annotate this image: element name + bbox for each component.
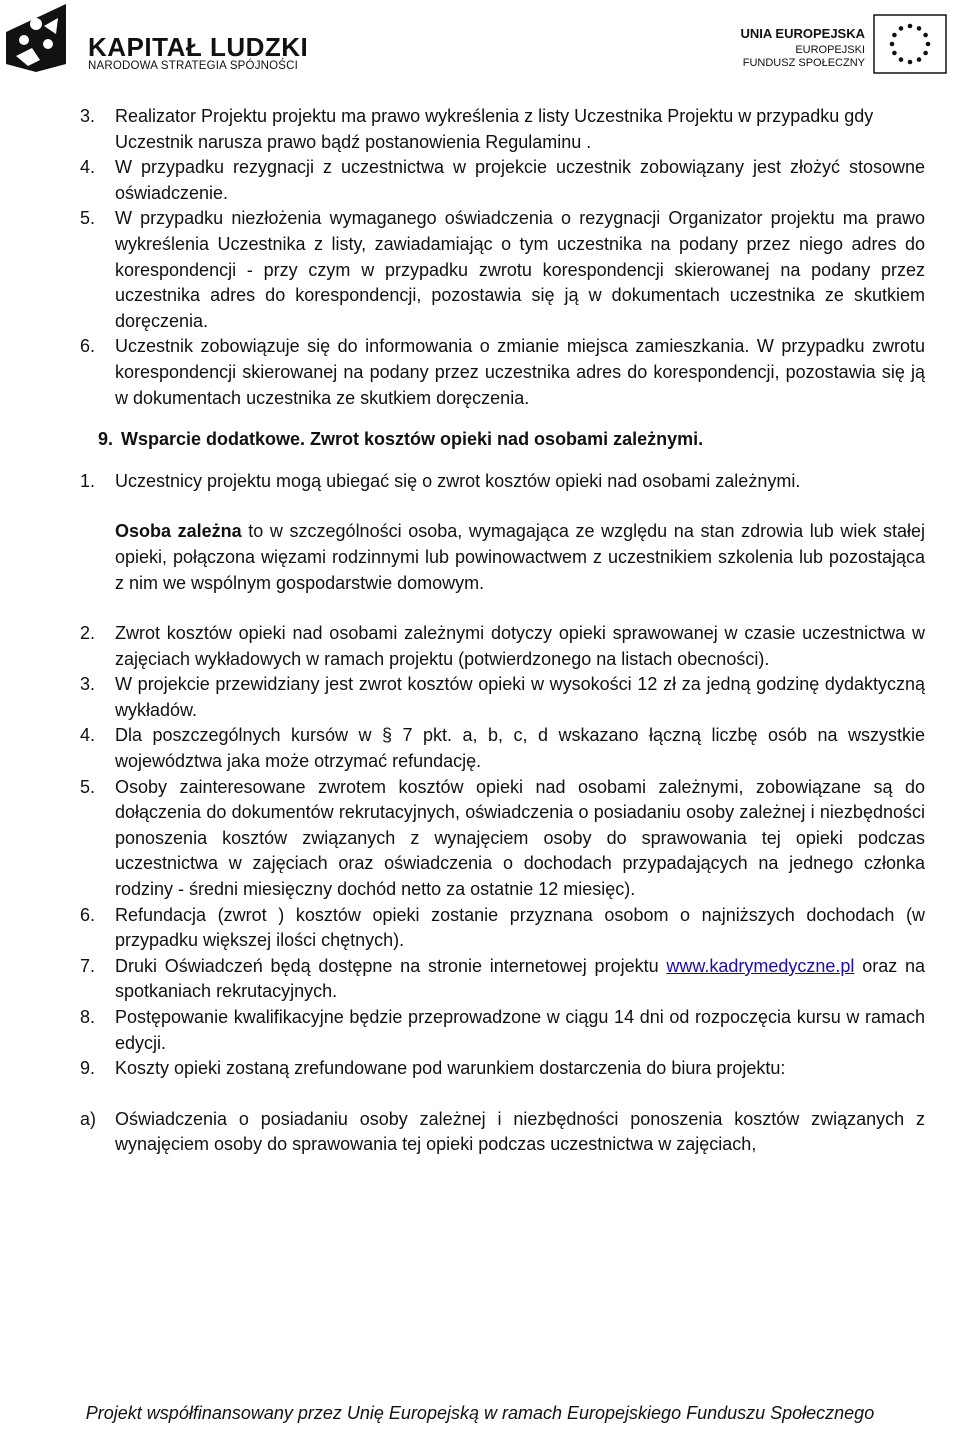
list-item: 6. Refundacja (zwrot ) kosztów opieki zostanie przyznana osobom o najniższych dochodach (w przypadku większej ilości chętnych). bbox=[80, 904, 925, 951]
ue-logo-line3: FUNDUSZ SPOŁECZNY bbox=[742, 57, 865, 69]
ue-efs-logo bbox=[740, 14, 955, 78]
kapital-ludzki-logo bbox=[6, 4, 309, 74]
list-item: 8. Postępowanie kwalifikacyjne będzie przeprowadzone w ciągu 14 dni od rozpoczęcia kursu w ramach edycji. bbox=[80, 1007, 925, 1053]
list-item: 3. Realizator Projektu projektu ma prawo wykreślenia z listy Uczestnika Projektu w przypadku gdy Uczestnik narusza prawo bądź postanowienia Regulaminu . bbox=[80, 106, 874, 152]
list-item: a) Oświadczenia o posiadaniu osoby zależnej i niezbędności ponoszenia kosztów związanych z wynajęciem osoby do sprawowania tej opieki podczas uczestnictwa w zajęciach, bbox=[80, 1108, 925, 1155]
page-footer: Projekt współfinansowany przez Unię Europejską w ramach Europejskiego Funduszu Społecznego bbox=[85, 1403, 875, 1423]
list-item: 1. Uczestnicy projektu mogą ubiegać się o zwrot kosztów opieki nad osobami zależnymi. bbox=[80, 470, 801, 491]
list-item: 7. Druki Oświadczeń będą dostępne na stronie internetowej projektu www.kadrymedyczne.pl oraz na spotkaniach rekrutacyjnych. bbox=[80, 955, 925, 1002]
eu-flag-icon bbox=[873, 14, 947, 74]
list-item: 2. Zwrot kosztów opieki nad osobami zależnymi dotyczy opieki sprawowanej w czasie uczestnictwa w zajęciach wykładowych w ramach projektu (potwierdzonego na listach obecności). bbox=[80, 623, 925, 669]
kapital-ludzki-emblem-icon bbox=[6, 4, 70, 72]
list-item: 4. W przypadku rezygnacji z uczestnictwa w projekcie uczestnik zobowiązany jest złożyć stosowne oświadczenie. bbox=[80, 157, 925, 203]
list-item: 5. Osoby zainteresowane zwrotem kosztów opieki nad osobami zależnymi, zobowiązane są do dołączenia do dokumentów rekrutacyjnych, oświadczenia o posiadaniu osoby zależnej i niezbędności ponoszenia kosztów związanych z wynajęciem osoby do sprawowania tej opieki podczas uczestnictwa w zajęciach oraz oświadczenia o dochodach przypadających na jednego członka rodziny - średni miesięczny dochód netto za ostatnie 12 miesięc). bbox=[80, 776, 925, 900]
ue-logo-line2: EUROPEJSKI bbox=[795, 44, 865, 56]
section-heading: 9. Wsparcie dodatkowe. Zwrot kosztów opieki nad osobami zależnymi. bbox=[98, 429, 704, 450]
definition-term: Osoba zależna bbox=[115, 521, 242, 542]
list-item: 9. Koszty opieki zostaną zrefundowane pod warunkiem dostarczenia do biura projektu: bbox=[80, 1058, 786, 1079]
logo-title: KAPITAŁ LUDZKI bbox=[88, 32, 309, 62]
ue-logo-line1: UNIA EUROPEJSKA bbox=[740, 26, 865, 41]
definition-paragraph: Osoba zależna to w szczególności osoba, wymagająca ze względu na stan zdrowia lub wiek stałej opieki, połączona więzami rodzinnymi lub powinowactwem z uczestnikiem szkolenia lub pozostająca z nim we wspólnym gospodarstwie domowym. bbox=[115, 521, 926, 593]
list-item: 4. Dla poszczególnych kursów w § 7 pkt. a, b, c, d wskazano łączną liczbę osób na wszystkie województwa jaka może otrzymać refundację. bbox=[80, 725, 925, 772]
list-item: 5. W przypadku niezłożenia wymaganego oświadczenia o rezygnacji Organizator projektu ma prawo wykreślenia Uczestnika z listy, zawiadamiając o tym uczestnika na podany przez niego adres do korespondencji - przy czym w przypadku zwrotu korespondencji skierowanej na podany przez uczestnika adres do korespondencji, pozostawia się ją w dokumentach uczestnika ze skutkiem doręczenia. bbox=[80, 208, 925, 331]
page-header bbox=[0, 0, 960, 80]
document-body bbox=[80, 104, 925, 1158]
project-website-link[interactable]: www.kadrymedyczne.pl bbox=[666, 955, 855, 976]
list-item: 6. Uczestnik zobowiązuje się do informowania o zmianie miejsca zamieszkania. W przypadku zwrotu korespondencji skierowanej na podany przez uczestnika adres do korespondencji, pozostawia się ją w dokumentach uczestnika ze skutkiem doręczenia. bbox=[80, 336, 925, 408]
logo-subtitle: NARODOWA STRATEGIA SPÓJNOŚCI bbox=[88, 60, 299, 72]
list-item: 3. W projekcie przewidziany jest zwrot kosztów opieki w wysokości 12 zł za jedną godzinę dydaktyczną wykładów. bbox=[80, 674, 925, 720]
